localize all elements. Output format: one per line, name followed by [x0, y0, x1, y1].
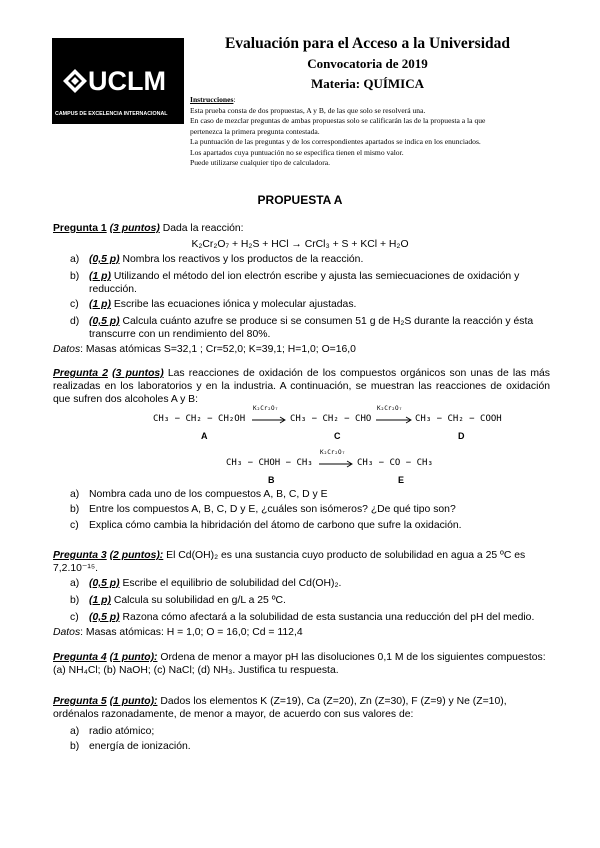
item-letter: c): [70, 612, 79, 623]
item-letter: a): [70, 578, 80, 589]
question-points: (1 punto):: [109, 652, 158, 663]
q2-item-b: [70, 503, 456, 516]
item-points: (1 p): [89, 271, 111, 282]
reaction-arrow-icon: [376, 416, 414, 424]
item-text: Escribe el equilibrio de solubilidad del Cd(OH)₂.: [122, 578, 342, 589]
item-points: (0,5 p): [89, 254, 120, 265]
compound-label-c: C: [334, 431, 341, 441]
question-5-heading: [53, 695, 507, 708]
reagent-label: K₂Cr₂O₇: [253, 405, 279, 412]
question-intro: El Cd(OH)₂ es una sustancia cuyo producto de solubilidad en agua a 25 ºC es: [166, 550, 526, 561]
item-letter: b): [70, 504, 80, 515]
item-text: Utilizando el método del ion electrón escribe y ajusta las semiecuaciones de oxidación y reducción.: [89, 271, 520, 295]
question-4-text-cont: (a) NH₄Cl; (b) NaOH; (c) NaCl; (d) NH₃. Justifica tu respuesta.: [53, 665, 339, 676]
item-letter: b): [70, 271, 80, 282]
item-text: Calcula su solubilidad en g/L a 25 ºC.: [113, 595, 286, 606]
question-points: (2 puntos):: [109, 550, 164, 561]
q5-item-b: [70, 740, 191, 753]
item-points: (1 p): [89, 299, 111, 310]
item-text: Escribe las ecuaciones iónica y molecular ajustadas.: [113, 299, 357, 310]
item-text: Explica cómo cambia la hibridación del átomo de carbono que sufre la oxidación.: [89, 520, 462, 531]
item-points: (0,5 p): [89, 612, 120, 623]
instructions-line: Esta prueba consta de dos propuestas, A y B, de las que solo se resolverá una.: [190, 105, 426, 115]
compound-label-d: D: [458, 431, 465, 441]
q1-item-b: [70, 270, 520, 295]
q3-item-c: [70, 611, 535, 624]
reaction-equation: K₂Cr₂O₇ + H₂S + HCl → CrCl₃ + S + KCl + H₂O: [191, 239, 409, 250]
q5-item-a: [70, 725, 155, 738]
item-letter: c): [70, 520, 79, 531]
logo-wordmark: UCLM: [88, 66, 166, 96]
question-2-heading: [53, 367, 550, 406]
item-letter: a): [70, 254, 80, 265]
compound-label-e: E: [398, 475, 405, 485]
logo-tagline: CAMPUS DE EXCELENCIA INTERNACIONAL: [55, 111, 168, 117]
item-text: Entre los compuestos A, B, C, D y E, ¿cuáles son isómeros? ¿De qué tipo son?: [89, 504, 456, 515]
q1-item-c: [70, 298, 357, 311]
q2-item-a: [70, 488, 328, 501]
q1-item-d: [70, 315, 534, 340]
question-points: (3 puntos): [109, 223, 160, 234]
item-text: Calcula cuánto azufre se produce si se consumen 51 g de H₂S durante la reacción y ésta transcurre con un rendimiento del 80%.: [89, 316, 534, 340]
item-text: Nombra los reactivos y los productos de la reacción.: [122, 254, 364, 265]
question-4-heading: [53, 651, 546, 664]
q3-item-b: [70, 594, 286, 607]
reagent-label: K₂Cr₂O₇: [320, 449, 346, 456]
item-text: Razona cómo afectará a la solubilidad de esta sustancia una reducción del pH del medio.: [122, 612, 535, 623]
item-letter: a): [70, 726, 80, 737]
datos-text: : Masas atómicas: H = 1,0; O = 16,0; Cd = 112,4: [80, 627, 303, 638]
compound-d: CH₃ − CH₂ − COOH: [415, 414, 502, 424]
q3-item-a: [70, 577, 342, 590]
item-letter: d): [70, 316, 80, 327]
item-text: radio atómico;: [89, 726, 155, 737]
question-intro: Las reacciones de oxidación de los compuestos orgánicos son unas de las más realizadas en los laboratorios y en la industria. A continuación, se muestran las reacciones de oxidación que sufren dos alcoholes A y B:: [53, 368, 550, 405]
item-text: Nombra cada uno de los compuestos A, B, C, D y E: [89, 489, 328, 500]
datos-label: Datos: [53, 627, 81, 638]
instructions-line: pertenezca la primera pregunta contestada.: [190, 126, 320, 136]
item-points: (0,5 p): [89, 316, 120, 327]
item-points: (0,5 p): [89, 578, 120, 589]
uclm-emblem-icon: [62, 68, 88, 94]
question-1-heading: [53, 222, 244, 235]
question-3-heading: [53, 549, 525, 562]
compound-label-b: B: [268, 475, 275, 485]
question-5-text-cont: ordénalos razonadamente, de menor a mayor, de acuerdo con sus valores de:: [53, 709, 414, 720]
question-points: (3 puntos): [112, 368, 164, 379]
question-label: Pregunta 2: [53, 368, 108, 379]
item-letter: b): [70, 595, 80, 606]
reaction-arrow-icon: [252, 416, 288, 424]
compound-label-a: A: [201, 431, 208, 441]
uclm-logo: [52, 38, 184, 124]
compound-a: CH₃ − CH₂ − CH₂OH: [153, 414, 246, 424]
reagent-label: K₂Cr₂O₇: [377, 405, 403, 412]
question-text: Dados los elementos K (Z=19), Ca (Z=20), Zn (Z=30), F (Z=9) y Ne (Z=10),: [160, 696, 507, 707]
item-letter: c): [70, 299, 79, 310]
compound-e: CH₃ − CO − CH₃: [357, 458, 433, 468]
instructions-line: La puntuación de las preguntas y de los correspondientes apartados se indica en los enunciados.: [190, 137, 481, 146]
datos-label: Datos: [53, 344, 81, 355]
q1-datos: [53, 343, 356, 356]
instructions-heading: Instrucciones: [190, 95, 234, 104]
q2-item-c: [70, 519, 462, 532]
instructions-line: En caso de mezclar preguntas de ambas propuestas solo se calificarán las de la propuesta a la que: [190, 116, 486, 125]
compound-c: CH₃ − CH₂ − CHO: [290, 414, 372, 424]
question-label: Pregunta 1: [53, 223, 107, 234]
q3-datos: [53, 626, 303, 639]
item-text: energía de ionización.: [89, 741, 191, 752]
question-label: Pregunta 4: [53, 652, 107, 663]
reaction-arrow-icon: [319, 460, 355, 468]
item-points: (1 p): [89, 595, 111, 606]
exam-title: Evaluación para el Acceso a la Universidad: [224, 35, 511, 52]
item-letter: b): [70, 741, 80, 752]
question-3-intro-cont: 7,2.10⁻¹⁵.: [53, 563, 99, 574]
question-label: Pregunta 5: [53, 696, 107, 707]
instructions-line: Los apartados cuya puntuación no se especifica tienen el mismo valor.: [190, 147, 404, 157]
compound-b: CH₃ − CHOH − CH₃: [226, 458, 313, 468]
question-label: Pregunta 3: [53, 550, 107, 561]
datos-text: : Masas atómicas S=32,1 ; Cr=52,0; K=39,1; H=1,0; O=16,0: [80, 344, 356, 355]
question-text: Ordena de menor a mayor pH las disoluciones 0,1 M de los siguientes compuestos:: [160, 652, 546, 663]
instructions: Instrucciones: Esta prueba consta de dos propuestas, A y B, de las que solo se resolverá una. En caso de mezclar preguntas de ambas propuestas solo se calificarán las de la propuesta a la que pertenezca la primera pregunta contestada. La puntuación de las preguntas y de los correspondientes apartados se indica en los enunciados. Los apartados cuya puntuación no se especifica tienen el mismo valor. Puede utilizarse cualquier tipo de calculadora.: [190, 95, 550, 169]
question-intro: Dada la reacción:: [162, 223, 244, 234]
convocatoria: Convocatoria de 2019: [307, 56, 428, 71]
q1-item-a: [70, 253, 364, 266]
item-letter: a): [70, 489, 80, 500]
materia: Materia: QUÍMICA: [311, 76, 424, 91]
instructions-line: Puede utilizarse cualquier tipo de calculadora.: [190, 158, 331, 167]
question-points: (1 punto):: [109, 696, 158, 707]
propuesta-heading: PROPUESTA A: [257, 193, 343, 207]
